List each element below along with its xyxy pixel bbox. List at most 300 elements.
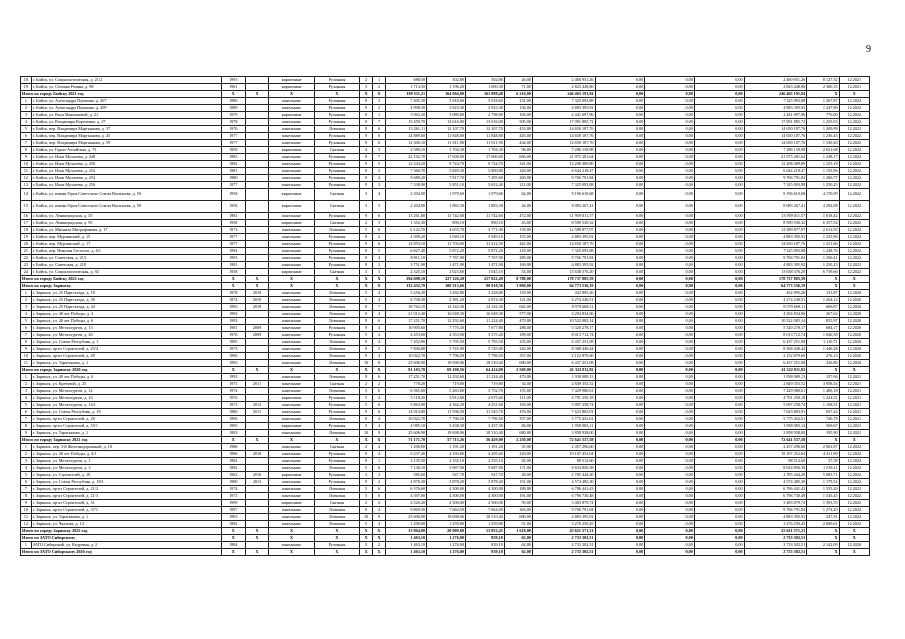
table-cell: Лотковая xyxy=(314,227,359,234)
table-cell: 6 786 441,43 xyxy=(744,486,807,493)
table-cell: 0,00 xyxy=(694,161,744,168)
table-cell: 3 xyxy=(373,98,386,105)
table-cell: 0,00 xyxy=(595,126,645,133)
table-cell: 4 883 395,92 xyxy=(532,262,595,269)
table-cell: Рулонная xyxy=(314,248,359,255)
table-cell: 9 xyxy=(360,154,373,161)
table-cell: 1993 xyxy=(221,360,245,367)
table-cell: 155,00 xyxy=(504,234,532,241)
table-cell: 276,13 xyxy=(807,353,839,360)
address-cell: г. Заринск, ул. 40 лет Победы, д. 6 xyxy=(31,318,221,325)
capital-repair-register-table xyxy=(20,76,870,556)
table-cell: 12.2021 xyxy=(839,409,869,416)
table-cell: 11 704,00 xyxy=(427,241,466,248)
table-cell: 1977 xyxy=(221,133,245,140)
table-cell: 12.2020 xyxy=(839,346,869,353)
address-cell: г. Бийск, ул. Михаила Митрофанова, д. 17 xyxy=(31,227,221,234)
table-cell: 0,00 xyxy=(645,311,695,318)
table-cell: 0,00 xyxy=(694,213,744,220)
table-cell: 1 000,30 xyxy=(465,84,504,91)
table-cell: 0,00 xyxy=(595,84,645,91)
table-row xyxy=(21,161,870,168)
address-cell: г. Заринск, ул. Металлургов, д. 14 xyxy=(31,395,221,402)
table-cell: 9 xyxy=(360,318,373,325)
table-cell: 246 465 191,84 xyxy=(532,91,595,98)
table-cell: 0,00 xyxy=(694,227,744,234)
total-label: Итого по городу Бийску 2021 год xyxy=(21,91,222,98)
table-cell: 0,00 xyxy=(645,283,695,290)
table-cell: 11 xyxy=(21,168,32,175)
table-row xyxy=(21,234,870,241)
table-cell xyxy=(245,430,269,437)
table-cell: 231,00 xyxy=(504,98,532,105)
table-cell: 0,00 xyxy=(595,213,645,220)
table-cell: 6 xyxy=(21,133,32,140)
table-cell: 4 791 250,18 xyxy=(744,395,807,402)
address-cell: г. Бийск, ул. Ильи Мухачева, д. 254 xyxy=(31,175,221,182)
table-cell: 479,00 xyxy=(504,374,532,381)
table-cell: 1980 xyxy=(221,409,245,416)
table-cell: 1 255,18 xyxy=(807,161,839,168)
table-cell: 1 463,10 xyxy=(386,542,427,549)
table-cell: 9 766 791,84 xyxy=(744,255,807,262)
total-label: Итого по городу Заринску 2020 год xyxy=(21,367,222,374)
table-cell: Скатная xyxy=(314,220,359,227)
table-cell: Х xyxy=(360,549,373,556)
table-cell: 12.2022 xyxy=(839,514,869,521)
table-cell: 12.2022 xyxy=(839,269,869,276)
table-cell: 5 795,50 xyxy=(427,339,466,346)
table-cell: 9 xyxy=(21,430,32,437)
table-cell: 14 650 187,76 xyxy=(744,140,807,147)
table-cell: Х xyxy=(245,437,269,444)
table-cell: 0,00 xyxy=(645,542,695,549)
table-cell: Рулонная xyxy=(314,332,359,339)
table-cell: панельные xyxy=(269,353,314,360)
table-cell: панельные xyxy=(269,311,314,318)
table-cell: 5 118,20 xyxy=(386,395,427,402)
table-cell: 12.2022 xyxy=(839,241,869,248)
table-cell: 9 xyxy=(360,140,373,147)
total-label: Итого по ЗАТО Сибирскому 2020 год xyxy=(21,549,222,556)
table-cell: 4 xyxy=(373,339,386,346)
table-cell: 5 918,60 xyxy=(427,98,466,105)
table-cell: 7 325 093,88 xyxy=(744,98,807,105)
table-cell: 12.2022 xyxy=(839,479,869,486)
table-cell: 0,00 xyxy=(645,227,695,234)
table-cell: 0,00 xyxy=(694,175,744,182)
table-cell: 1 406,18 xyxy=(807,388,839,395)
table-row xyxy=(21,105,870,112)
table-cell: 7 664,00 xyxy=(465,507,504,514)
subtotal-row xyxy=(21,276,870,283)
table-cell: 33 864,80 xyxy=(386,528,427,535)
table-cell: 3 xyxy=(373,168,386,175)
table-cell: 0,00 xyxy=(595,147,645,154)
table-cell: 17 091 885,72 xyxy=(532,119,595,126)
table-cell: 326,80 xyxy=(807,360,839,367)
table-cell: 0,00 xyxy=(645,318,695,325)
table-row xyxy=(21,297,870,304)
table-cell: 0,00 xyxy=(595,535,645,542)
table-cell: Х xyxy=(269,367,314,374)
table-cell: 1997 xyxy=(221,507,245,514)
table-cell: 0,00 xyxy=(595,465,645,472)
table-cell: 2011 xyxy=(245,381,269,388)
table-cell: 4 xyxy=(21,465,32,472)
table-cell: Х xyxy=(373,367,386,374)
table-cell: 1973 xyxy=(221,493,245,500)
table-cell: 12 292,60 xyxy=(427,318,466,325)
table-cell: 5 xyxy=(360,423,373,430)
table-cell: Х xyxy=(839,276,869,283)
table-cell: 37,58 xyxy=(807,458,839,465)
table-cell xyxy=(245,262,269,269)
table-cell: 11 011,90 xyxy=(465,140,504,147)
table-cell xyxy=(245,269,269,276)
table-cell: 2 xyxy=(21,297,32,304)
table-cell: 9 689,20 xyxy=(386,175,427,182)
table-cell: Рулонная xyxy=(314,161,359,168)
table-row xyxy=(21,409,870,416)
table-cell: 0,00 xyxy=(595,140,645,147)
table-cell: 4 xyxy=(373,189,386,201)
table-cell: 0,00 xyxy=(645,493,695,500)
table-cell: 4 xyxy=(373,311,386,318)
table-cell: 5 xyxy=(360,542,373,549)
section-total-row xyxy=(21,283,870,290)
table-row xyxy=(21,486,870,493)
table-cell: 12.2022 xyxy=(839,140,869,147)
table-cell: 2 520,20 xyxy=(386,500,427,507)
table-cell: 3 923,30 xyxy=(465,105,504,112)
table-cell: 8 xyxy=(21,423,32,430)
table-cell: 7 xyxy=(21,416,32,423)
table-cell: 5 xyxy=(373,346,386,353)
table-cell: 11 848,80 xyxy=(427,133,466,140)
table-cell xyxy=(245,444,269,451)
table-cell: 9 xyxy=(360,304,373,311)
table-cell: 4 170,99 xyxy=(807,189,839,201)
table-cell xyxy=(245,112,269,119)
table-cell: 5 652,40 xyxy=(465,182,504,189)
table-cell: 9 xyxy=(360,112,373,119)
table-cell: 0,00 xyxy=(645,423,695,430)
table-cell: 0,00 xyxy=(595,360,645,367)
table-cell: 2 457 296,60 xyxy=(744,444,807,451)
table-cell: Х xyxy=(269,549,314,556)
table-cell: Х xyxy=(245,276,269,283)
table-cell: 2 xyxy=(373,381,386,388)
table-cell: 246 465 191,84 xyxy=(744,91,807,98)
table-cell: 12.2020 xyxy=(839,360,869,367)
table-cell: 1 518,11 xyxy=(807,465,839,472)
table-cell: 9 xyxy=(373,430,386,437)
table-cell: 357,00 xyxy=(504,416,532,423)
table-row xyxy=(21,248,870,255)
table-cell: 12.2022 xyxy=(839,227,869,234)
table-cell: 4 xyxy=(373,507,386,514)
table-cell: панельные xyxy=(269,304,314,311)
table-cell: 5 xyxy=(360,227,373,234)
table-cell: 1 xyxy=(21,98,32,105)
table-cell: 9 xyxy=(360,416,373,423)
table-cell: 1958 xyxy=(221,201,245,213)
table-cell: 8 788,00 xyxy=(504,276,532,283)
table-cell: 0,00 xyxy=(694,367,744,374)
table-row xyxy=(21,430,870,437)
table-row xyxy=(21,423,870,430)
table-cell: панельные xyxy=(269,339,314,346)
table-cell: 1982 xyxy=(221,465,245,472)
table-row xyxy=(21,542,870,549)
table-cell: 3 858 938,00 xyxy=(532,430,595,437)
address-cell: г. Заринск, ул. Таратынова, д. 1 xyxy=(31,430,221,437)
table-cell: 0,00 xyxy=(595,168,645,175)
table-cell: 159,00 xyxy=(504,290,532,297)
table-cell: 199 511,21 xyxy=(386,91,427,98)
table-cell: 0,00 xyxy=(694,241,744,248)
table-cell: 0,00 xyxy=(645,182,695,189)
table-cell: 12.2022 xyxy=(839,133,869,140)
table-cell: 2 733 302,51 xyxy=(744,535,807,542)
table-cell xyxy=(245,147,269,154)
table-cell: 0,00 xyxy=(694,479,744,486)
table-cell: 1 883,30 xyxy=(427,201,466,213)
table-cell: 7 623 803,91 xyxy=(744,409,807,416)
table-cell: 3 375,20 xyxy=(465,332,504,339)
table-cell: 6 xyxy=(373,241,386,248)
table-cell: 3 483 879,74 xyxy=(744,500,807,507)
table-cell: 1993 xyxy=(221,77,245,84)
table-cell: 0,00 xyxy=(595,542,645,549)
table-cell: 12.2022 xyxy=(839,220,869,227)
table-cell: 13 616,00 xyxy=(427,119,466,126)
table-cell: 0,00 xyxy=(595,430,645,437)
table-cell: 6 xyxy=(373,465,386,472)
table-cell: 4 399,20 xyxy=(386,234,427,241)
address-cell: г. Заринск, ул. Металлургов, д. 14/1 xyxy=(31,402,221,409)
table-cell: 7 405,30 xyxy=(386,98,427,105)
table-cell: 1982 xyxy=(221,458,245,465)
table-cell: 18 510,40 xyxy=(465,514,504,521)
table-cell: 2 062,87 xyxy=(807,444,839,451)
table-cell: 5 xyxy=(21,472,32,479)
table-row xyxy=(21,402,870,409)
table-cell: Х xyxy=(245,367,269,374)
table-cell: 4 883 395,92 xyxy=(744,105,807,112)
table-cell: 0,00 xyxy=(694,234,744,241)
table-cell: панельные xyxy=(269,213,314,220)
table-cell: Х xyxy=(839,549,869,556)
table-cell: 1989 xyxy=(221,105,245,112)
table-cell: 19 xyxy=(21,234,32,241)
table-cell: 12.2020 xyxy=(839,542,869,549)
table-cell: Х xyxy=(839,367,869,374)
table-cell: 13 261,11 xyxy=(386,126,427,133)
table-cell: панельные xyxy=(269,332,314,339)
table-cell: 25 606,90 xyxy=(386,360,427,367)
table-cell: 2 733 302,51 xyxy=(532,549,595,556)
table-cell xyxy=(245,77,269,84)
table-cell: Рулонная xyxy=(314,140,359,147)
table-cell: 111,00 xyxy=(504,395,532,402)
table-cell xyxy=(245,248,269,255)
table-cell: 0,00 xyxy=(694,346,744,353)
table-cell: 1 274,29 xyxy=(807,507,839,514)
table-cell: 25 621 571,21 xyxy=(532,528,595,535)
table-cell: 0,00 xyxy=(694,112,744,119)
table-cell: 7 664,50 xyxy=(427,507,466,514)
table-cell: 22 102,70 xyxy=(386,154,427,161)
table-cell: 666,00 xyxy=(504,154,532,161)
table-cell: кирпичные xyxy=(269,77,314,84)
table-cell: 18 xyxy=(21,227,32,234)
table-cell: 0,00 xyxy=(694,388,744,395)
table-cell: 2 360,35 xyxy=(807,84,839,91)
table-cell: 155,00 xyxy=(504,388,532,395)
table-cell: 0,00 xyxy=(694,535,744,542)
table-cell: 585,60 xyxy=(386,472,427,479)
table-cell xyxy=(245,318,269,325)
table-cell: кирпичные xyxy=(269,220,314,227)
table-cell: 10 xyxy=(21,353,32,360)
table-cell: 4 xyxy=(373,451,386,458)
table-cell: 1 168,51 xyxy=(807,402,839,409)
table-cell: 16 048,30 xyxy=(427,311,466,318)
table-cell: 1 xyxy=(373,112,386,119)
address-cell: г. Заринск, пр-кт Строителей, д. 31 xyxy=(31,500,221,507)
address-cell: г. Бийск, ул. Социалистическая, д. 92 xyxy=(31,269,221,276)
table-cell: 1977 xyxy=(221,140,245,147)
table-row xyxy=(21,388,870,395)
table-cell: 1 958 083,12 xyxy=(532,423,595,430)
table-cell: 2018 xyxy=(245,290,269,297)
table-cell: 7 796,50 xyxy=(427,416,466,423)
address-cell: г. Бийск, ул. Советская, д. 213 xyxy=(31,255,221,262)
page-number: 9 xyxy=(866,44,871,55)
table-cell: 51,00 xyxy=(504,521,532,528)
table-cell: 7 817,70 xyxy=(427,175,466,182)
table-cell: 0,00 xyxy=(595,297,645,304)
table-cell: 839,10 xyxy=(465,549,504,556)
table-cell: панельные xyxy=(269,479,314,486)
table-cell: 0,00 xyxy=(645,507,695,514)
table-cell: 3 228,80 xyxy=(465,290,504,297)
table-cell: 0,00 xyxy=(694,98,744,105)
table-cell: 56 459,00 xyxy=(465,437,504,444)
address-cell: г. Заринск, пр-кт Строителей, д. 28 xyxy=(31,353,221,360)
table-cell: 341,00 xyxy=(504,161,532,168)
table-cell: 2 xyxy=(360,77,373,84)
table-cell: 5 872,20 xyxy=(427,248,466,255)
table-cell: 6 xyxy=(373,493,386,500)
table-cell: 2 xyxy=(360,220,373,227)
table-cell: 3 xyxy=(21,388,32,395)
table-cell: 4 294 834,06 xyxy=(532,311,595,318)
table-cell xyxy=(245,395,269,402)
table-cell: 0,00 xyxy=(694,542,744,549)
table-cell: 2009 xyxy=(245,325,269,332)
table-cell: 5 xyxy=(360,493,373,500)
table-cell: 84,00 xyxy=(504,423,532,430)
table-cell: 2 849 355,52 xyxy=(744,381,807,388)
table-cell: 7 767,90 xyxy=(465,255,504,262)
subtotal-row xyxy=(21,528,870,535)
table-cell: 0,00 xyxy=(595,98,645,105)
table-cell: 2 733 302,51 xyxy=(532,535,595,542)
table-cell xyxy=(245,255,269,262)
table-cell: 1 xyxy=(21,290,32,297)
table-cell: Х xyxy=(360,276,373,283)
table-cell: 3 xyxy=(373,220,386,227)
table-cell: 7 776,30 xyxy=(427,325,466,332)
table-cell: Лотковая xyxy=(314,311,359,318)
table-cell: 8 579 668,11 xyxy=(532,304,595,311)
table-cell: Х xyxy=(807,283,839,290)
table-cell: 1 555,20 xyxy=(807,486,839,493)
table-cell: 12.2020 xyxy=(839,304,869,311)
table-cell: Х xyxy=(373,549,386,556)
table-cell: 1984 xyxy=(221,542,245,549)
table-cell: 2 849 355,52 xyxy=(532,381,595,388)
table-cell: 11 011,90 xyxy=(427,140,466,147)
table-cell: Лотковая xyxy=(314,374,359,381)
table-cell: 12 589 877,97 xyxy=(532,227,595,234)
table-cell: Рулонная xyxy=(314,451,359,458)
table-cell: 71 171,70 xyxy=(386,437,427,444)
table-cell: 0,00 xyxy=(694,147,744,154)
table-cell: 12 107,70 xyxy=(427,126,466,133)
table-cell: 1976 xyxy=(221,126,245,133)
table-cell: 0,00 xyxy=(645,234,695,241)
table-cell: 2009 xyxy=(245,332,269,339)
table-cell: 0,00 xyxy=(595,507,645,514)
table-cell: Лотковая xyxy=(314,339,359,346)
table-cell: 0,00 xyxy=(595,241,645,248)
table-cell: 3 xyxy=(360,472,373,479)
table-cell: Х xyxy=(360,91,373,98)
table-cell: Скатная xyxy=(314,500,359,507)
table-cell: 4 xyxy=(373,255,386,262)
table-cell: 9 xyxy=(21,346,32,353)
table-cell: 8 634 856,38 xyxy=(744,465,807,472)
table-cell: 14 650 187,76 xyxy=(532,133,595,140)
table-cell: панельные xyxy=(269,507,314,514)
table-cell: 0,00 xyxy=(694,472,744,479)
table-cell: 1983 xyxy=(221,154,245,161)
table-cell: панельные xyxy=(269,374,314,381)
address-cell: г. Заринск, пр-кт Строителей, д. 35/1 xyxy=(31,423,221,430)
table-cell: 0,00 xyxy=(645,353,695,360)
table-cell: Х xyxy=(360,437,373,444)
table-cell: 0,00 xyxy=(595,304,645,311)
table-cell: 25 606,90 xyxy=(386,430,427,437)
table-cell: 1 224,51 xyxy=(807,395,839,402)
table-cell: Х xyxy=(807,535,839,542)
table-cell: 0,00 xyxy=(645,486,695,493)
table-cell: 26,00 xyxy=(504,77,532,84)
address-cell: г. Бийск, ул. Ильи Мухачева, д. 248 xyxy=(31,154,221,161)
table-row xyxy=(21,318,870,325)
table-cell: 5 xyxy=(360,297,373,304)
table-cell xyxy=(245,339,269,346)
table-cell: 6 437 251,08 xyxy=(532,360,595,367)
table-cell: 62,00 xyxy=(504,542,532,549)
table-row xyxy=(21,84,870,91)
table-cell: 1 259,80 xyxy=(427,521,466,528)
table-cell: 3 xyxy=(373,269,386,276)
